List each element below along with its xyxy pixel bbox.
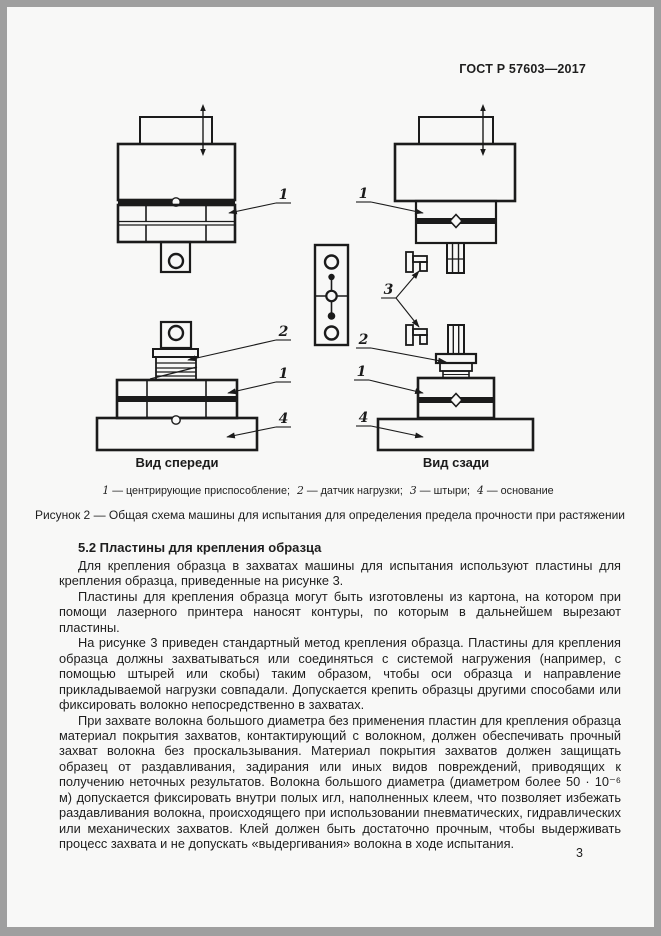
section-5-2 (59, 540, 621, 852)
callout-3-rear (381, 271, 419, 327)
paragraph: На рисунке 3 приведен стандартный метод крепления образца. Пластины для крепления образца должны захватываться или соединяться с системой нагружения (например, с помощью штырей или скобы) таким образом, чтобы оси образца и направление прикладываемой нагрузки совпадали. Допускается крепить образцы другими способами или фиксировать волокно непосредственно в захватах. (59, 635, 621, 713)
front-view-lower-assembly (97, 322, 257, 450)
svg-text:1: 1 (356, 364, 367, 380)
legend-text-2: — датчик нагрузки; (306, 485, 403, 497)
figure-caption: Рисунок 2 — Общая схема машины для испытания для определения предела прочности при растяжении (34, 508, 626, 522)
svg-text:1: 1 (278, 366, 289, 382)
callout-1-rear-lower (354, 364, 423, 393)
front-view-label: Вид спереди (135, 455, 219, 470)
callout-1-front-upper (229, 187, 291, 213)
figure-legend (30, 484, 630, 497)
svg-text:3: 3 (383, 282, 394, 298)
paragraph: Для крепления образца в захватах машины для испытания используют пластины для крепления образца, приведенные на рисунке 3. (59, 558, 621, 589)
rear-view-upper-grip (395, 104, 515, 345)
svg-text:1: 1 (358, 186, 369, 202)
legend-num-3: 3 (409, 484, 417, 497)
paragraph: При захвате волокна большого диаметра без применения пластин для крепления образца материал покрытия захватов, контактирующий с волокном, должен обеспечивать прочный захват волокна без проскальзывания. Материал покрытия захватов должен защищать образец от раздавливания, задирания или иных видов повреждений, приводящих к получению неточных результатов. Волокна большого диаметра (диаметром более 50 · 10⁻⁶ м) допускается фиксировать внутри полых игл, наполненных клеем, что позволяет избежать раздавливания волокна, происходящего при использовании пневматических, гидравлических или механических захватов. Клей должен быть достаточно прочным, чтобы выдерживать процесс захвата и не допускать «выдергивания» волокна в ходе испытания. (59, 712, 621, 852)
svg-text:2: 2 (358, 332, 369, 348)
front-view-upper-grip (118, 104, 235, 272)
legend-text-1: — центрирующие приспособление; (112, 485, 290, 497)
figure-2-diagram (60, 95, 600, 480)
section-heading: 5.2 Пластины для крепления образца (78, 540, 322, 555)
svg-text:2: 2 (278, 324, 289, 340)
standard-number-header: ГОСТ Р 57603—2017 (459, 62, 586, 76)
legend-text-4: — основание (486, 485, 554, 497)
legend-num-1: 1 (102, 484, 110, 497)
legend-num-2: 2 (296, 484, 304, 497)
callout-2-rear (356, 332, 446, 362)
callout-2-front (188, 324, 291, 360)
svg-text:1: 1 (278, 187, 289, 203)
svg-text:4: 4 (278, 411, 289, 427)
callout-4-rear (356, 410, 423, 437)
specimen-plate (315, 245, 348, 345)
legend-num-4: 4 (477, 484, 484, 497)
legend-text-3: — штыри; (419, 485, 470, 497)
pin-top (406, 252, 427, 272)
page-number: 3 (576, 846, 583, 860)
callout-1-rear-upper (356, 186, 423, 213)
svg-text:4: 4 (358, 410, 369, 426)
paragraph: Пластины для крепления образца могут быть изготовлены из картона, на котором при помощи лазерного принтера наносят контуры, по которым в дальнейшем вырезают пластины. (59, 588, 621, 635)
rear-view-label: Вид сзади (422, 455, 490, 470)
pin-bottom (406, 325, 427, 345)
